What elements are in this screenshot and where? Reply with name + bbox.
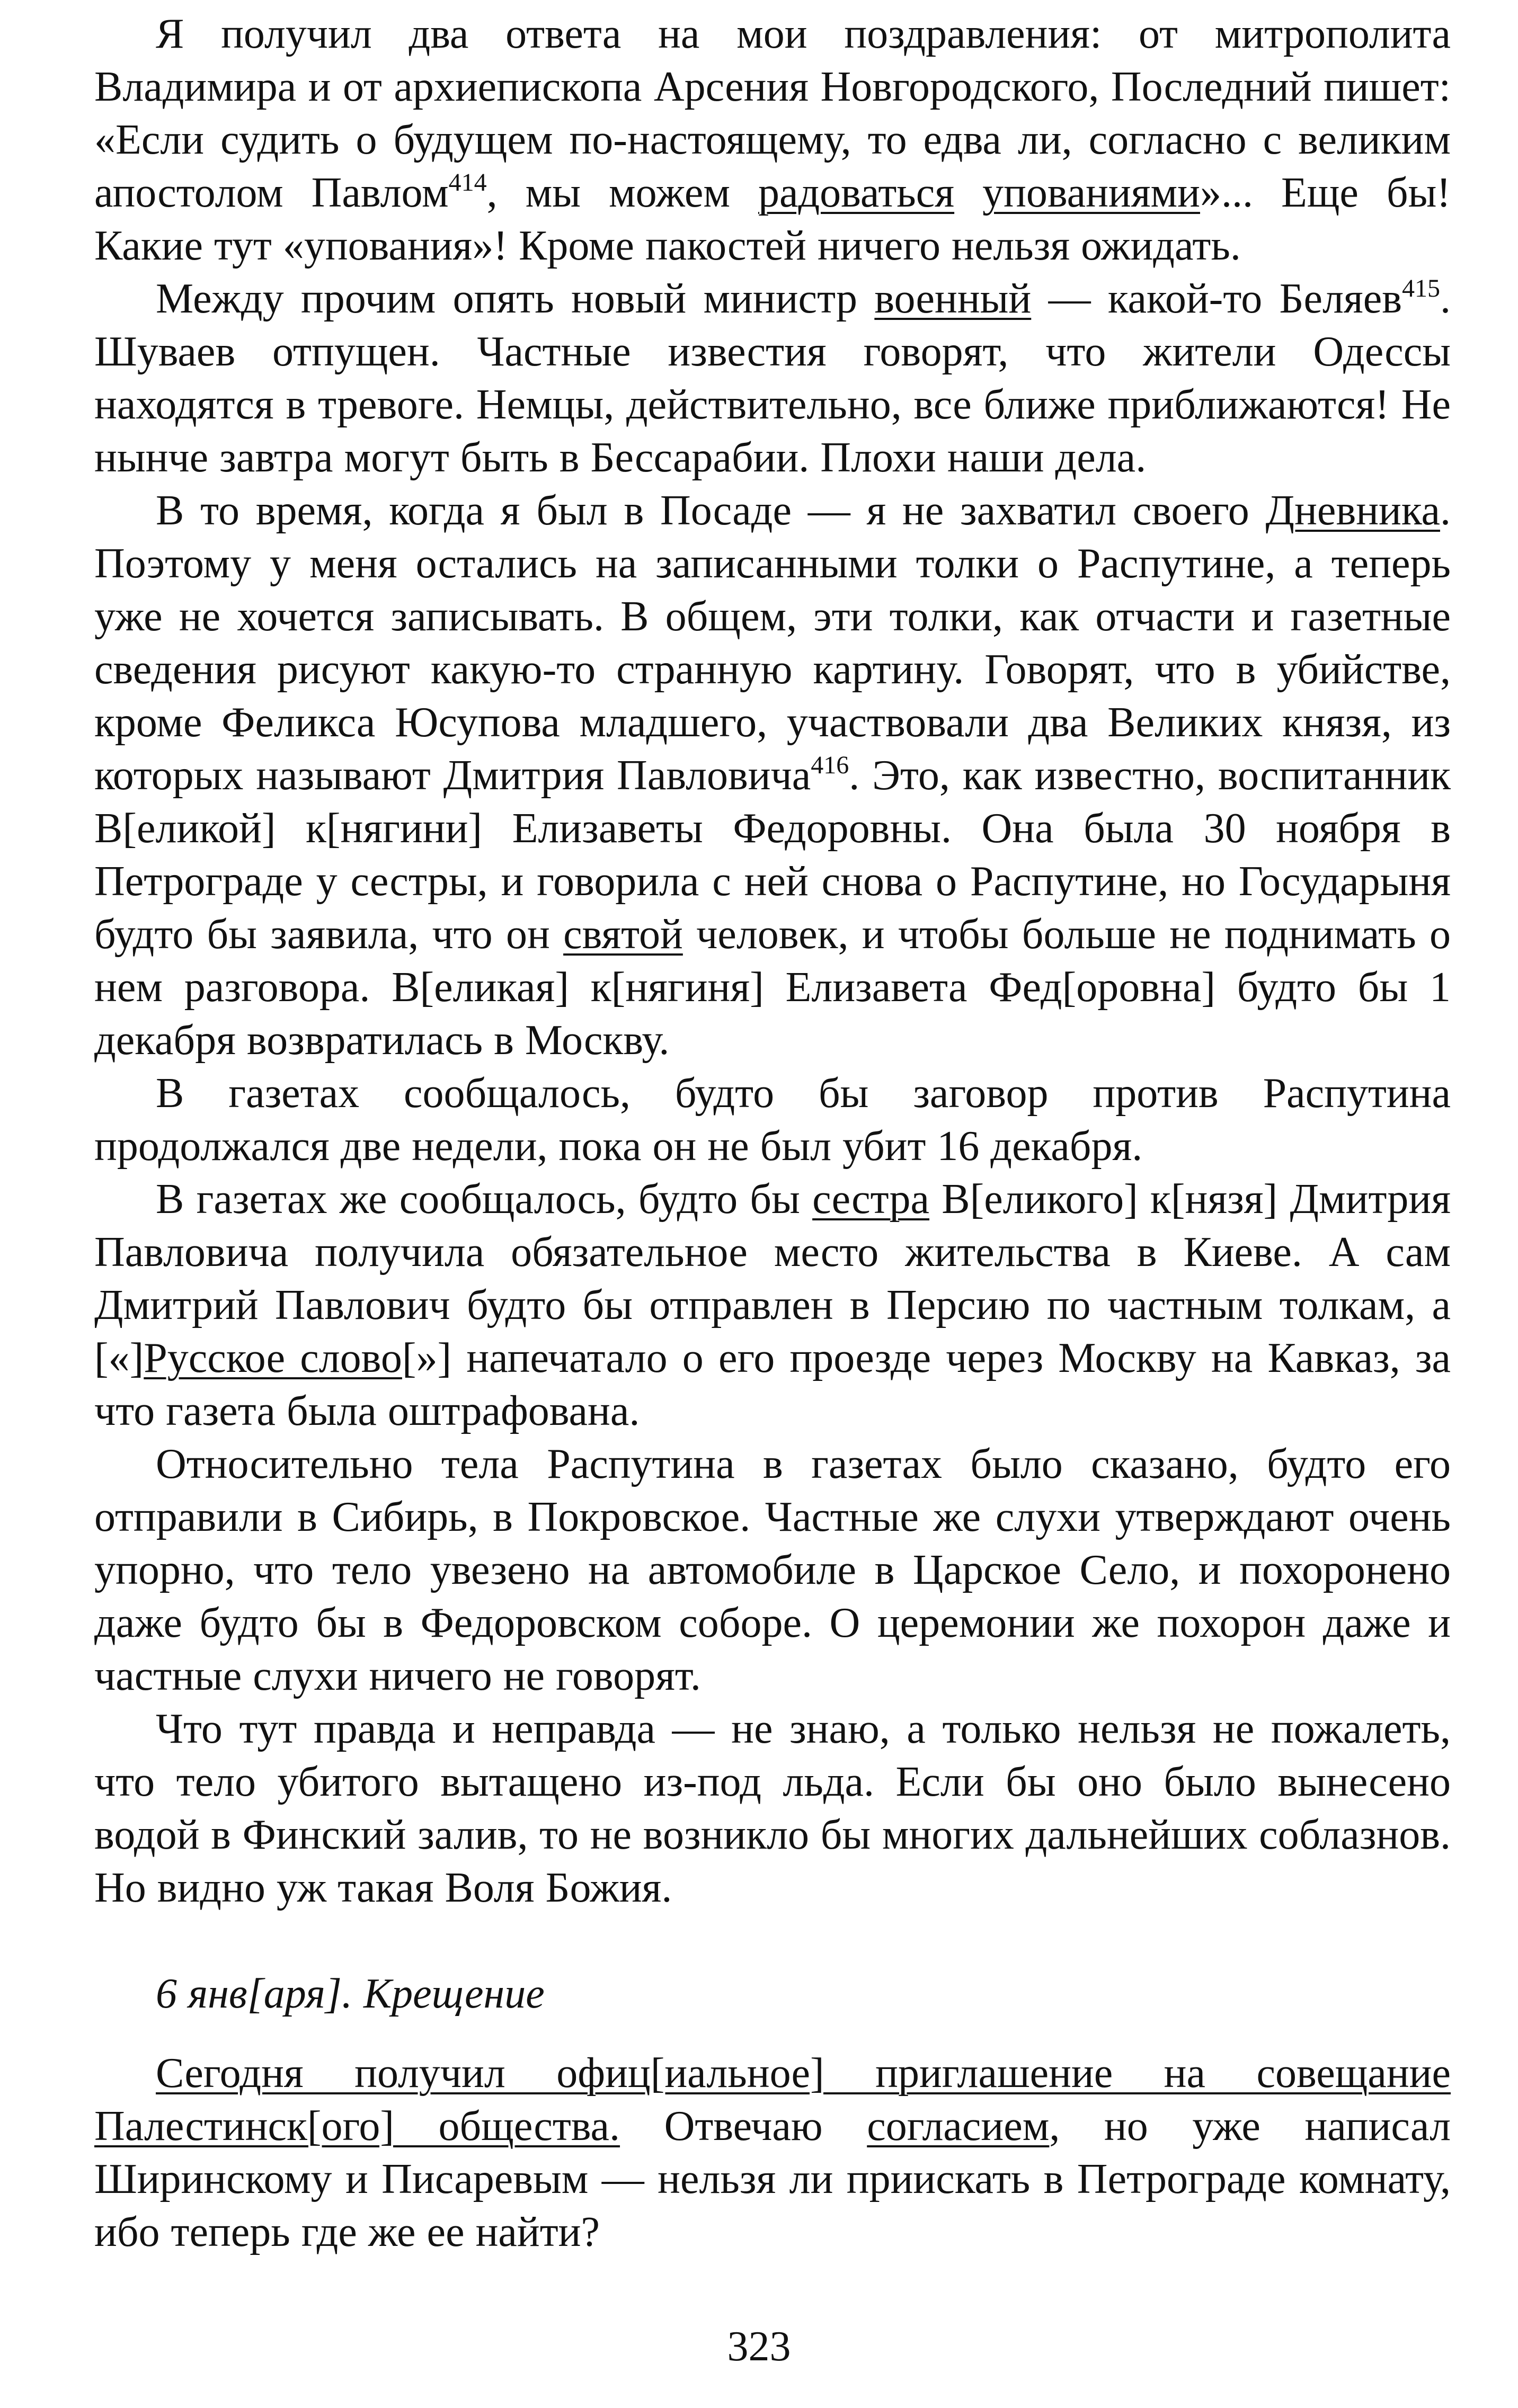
text-run: , мы можем — [486, 170, 758, 216]
text-run: Между прочим опять новый министр — [156, 275, 875, 322]
text-run: , но уже написал Ширинскому и Писаревым — нельзя ли приискать в Петрограде комнату, ибо теперь где же ее найти? — [94, 2103, 1451, 2255]
text-run: . Шуваев отпущен. Частные известия говорят, что жители Одессы находятся в тревоге. Немцы, действительно, все ближе приближаются! Не нынче завтра могут быть в Бессарабии. Плохи наши дела. — [94, 275, 1451, 481]
page-text — [94, 7, 1451, 2259]
text-run: [»] напечатало о его проезде через Москву на Кавказ, за что газета была оштрафована. — [94, 1335, 1451, 1434]
text-run — [954, 170, 982, 216]
footnote-ref: 414 — [448, 168, 487, 197]
date-heading: 6 янв[аря]. Крещение — [156, 1970, 545, 2017]
text-run: Отвечаю — [620, 2103, 867, 2150]
underlined-text: Сегодня получил офиц[иальное] приглашение на совещание Палестинск[ого] общества. — [94, 2050, 1451, 2150]
text-run: . Это, как известно, воспитанник В[еликой] к[нягини] Елизаветы Федоровны. Она была 30 ноября в Петрограде у сестры, и говорила с ней снова о Распутине, но Государыня будто бы заявила, что он — [94, 752, 1451, 958]
text-run: Что тут правда и неправда — не знаю, а только нельзя не пожалеть, что тело убитого вытащено из-под льда. Если бы оно было вынесено водой в Финский залив, то не возникло бы многих дальнейших соблазнов. Но видно уж такая Воля Божия. — [94, 1706, 1451, 1911]
underlined-text: Русское слово — [144, 1335, 402, 1381]
text-run: В газетах сообщалось, будто бы заговор против Распутина продолжался две недели, пока он не был убит 16 декабря. — [94, 1070, 1451, 1170]
underlined-text: упованиями — [982, 170, 1200, 216]
text-run: . Поэтому у меня остались на записанными толки о Распутине, а теперь уже не хочется записывать. В общем, эти толки, как отчасти и газетные сведения рисуют какую-то странную картину. Говорят, что в убийстве, кроме Феликса Юсупова младшего, участвовали два Великих князя, из которых называют Дмитрия Павловича — [94, 487, 1451, 799]
underlined-text: военный — [874, 275, 1032, 322]
underlined-text: сестра — [812, 1176, 930, 1223]
underlined-text: святой — [563, 911, 683, 958]
text-run: »... Еще бы! Какие тут «упования»! Кроме пакостей ничего нельзя ожидать. — [94, 170, 1451, 269]
paragraph-3 — [94, 484, 1451, 1067]
text-run: — какой-то Беляев — [1031, 275, 1402, 322]
paragraph-1 — [94, 7, 1451, 272]
text-run: В газетах же сообщалось, будто бы — [156, 1176, 813, 1223]
text-run: В то время, когда я был в Посаде — я не захватил своего — [156, 487, 1266, 534]
text-run: В[еликого] к[нязя] Дмитрия Павловича получила обязательное место жительства в Киеве. А сам Дмитрий Павлович будто бы отправлен в Персию по частным толкам, а [«] — [94, 1176, 1451, 1381]
text-run: человек, и чтобы больше не поднимать о нем разговора. В[еликая] к[нягиня] Елизавета Фед[оровна] будто бы 1 декабря возвратилась в Москву. — [94, 911, 1451, 1064]
page-number: 323 — [727, 2323, 791, 2370]
footnote-ref: 415 — [1402, 274, 1440, 302]
paragraph-5 — [94, 1173, 1451, 1438]
text-run: Я получил два ответа на мои поздравления: от митрополита Владимира и от архиепископа Арсения Новгородского, Последний пишет: «Если судить о будущем по-настоящему, то едва ли, согласно с великим апостолом Павлом — [94, 11, 1451, 216]
underlined-text: согласием — [867, 2103, 1050, 2150]
paragraph-7 — [94, 1702, 1451, 1914]
paragraph-6 — [94, 1438, 1451, 1702]
underlined-text: радоваться — [758, 170, 955, 216]
text-run: Относительно тела Распутина в газетах было сказано, будто его отправили в Сибирь, в Покровское. Частные же слухи утверждают очень упорно, что тело увезено на автомобиле в Царское Село, и похоронено даже будто бы в Федоровском соборе. О церемонии же похорон даже и частные слухи ничего не говорят. — [94, 1441, 1451, 1699]
footnote-ref: 416 — [811, 751, 849, 779]
underlined-text: Дневника — [1265, 487, 1440, 534]
paragraph-2 — [94, 272, 1451, 484]
final-paragraph — [94, 2047, 1451, 2259]
paragraph-4 — [94, 1067, 1451, 1173]
